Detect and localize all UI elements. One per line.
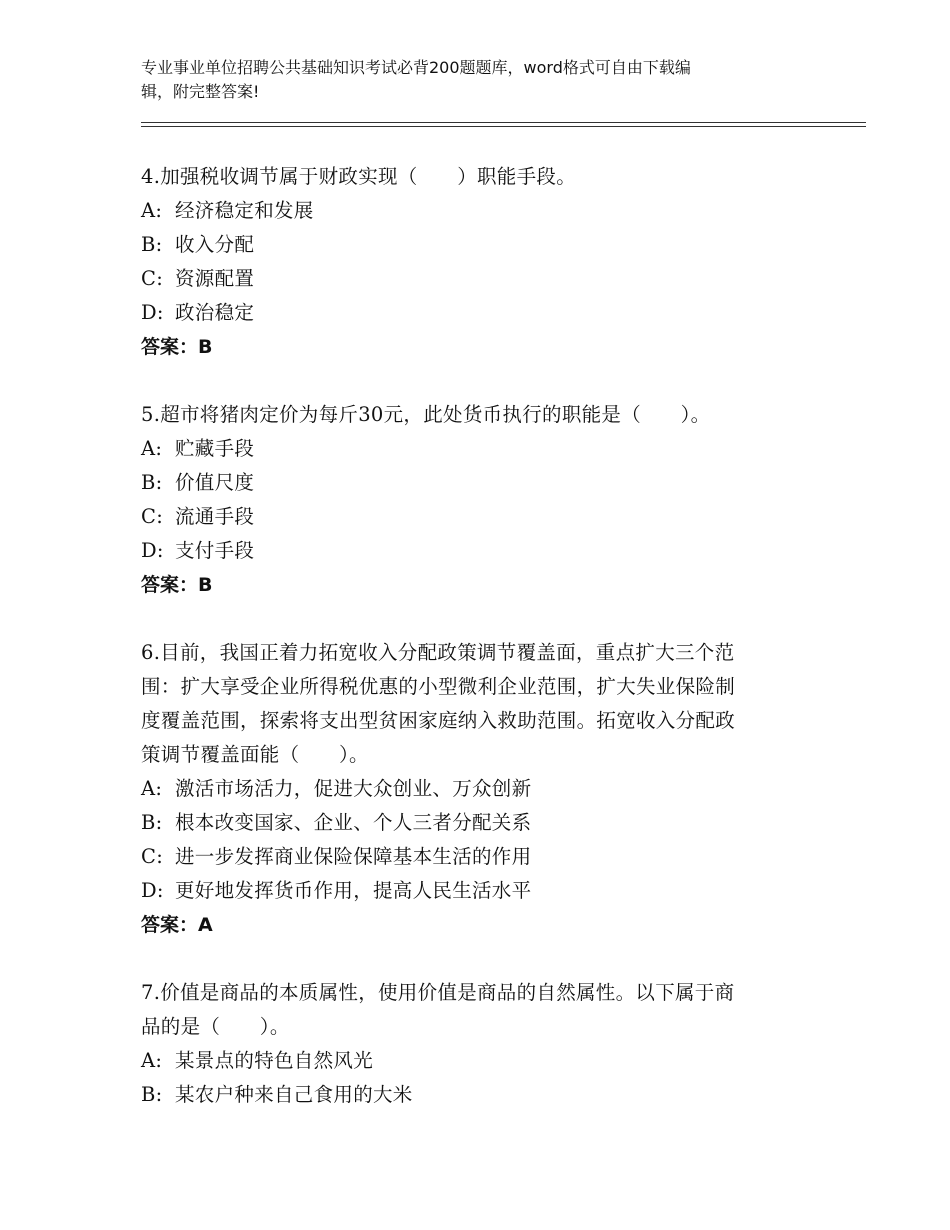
question-4: [141, 160, 801, 364]
option-d: [141, 534, 801, 568]
option-text: 贮藏手段: [175, 437, 255, 460]
question-text: 4.加强税收调节属于财政实现（ ）职能手段。: [141, 165, 577, 188]
option-letter: C:: [141, 845, 164, 868]
question-text-line: 策调节覆盖面能（ ）。: [141, 743, 369, 766]
option-letter: B:: [141, 233, 163, 256]
option-letter: D:: [141, 301, 164, 324]
question-list: [141, 160, 801, 1146]
option-letter: A:: [141, 199, 163, 222]
option-letter: D:: [141, 879, 164, 902]
question-text-line: 品的是（ ）。: [141, 1015, 290, 1038]
question-text: 5.超市将猪肉定价为每斤30元，此处货币执行的职能是（ ）。: [141, 403, 711, 426]
option-letter: A:: [141, 777, 163, 800]
option-letter: B:: [141, 811, 163, 834]
option-letter: B:: [141, 1083, 163, 1106]
option-a: [141, 432, 801, 466]
option-text: 进一步发挥商业保险保障基本生活的作用: [175, 845, 532, 868]
option-c: [141, 262, 801, 296]
option-c: [141, 500, 801, 534]
question-7: [141, 976, 801, 1112]
option-text: 某景点的特色自然风光: [175, 1049, 374, 1072]
option-text: 流通手段: [175, 505, 255, 528]
header-line-2: 辑，附完整答案!: [141, 82, 260, 101]
option-letter: B:: [141, 471, 163, 494]
option-letter: C:: [141, 267, 164, 290]
option-b: [141, 1078, 801, 1112]
option-a: [141, 772, 801, 806]
option-text: 某农户种来自己食用的大米: [175, 1083, 413, 1106]
option-a: [141, 1044, 801, 1078]
option-b: [141, 228, 801, 262]
option-text: 经济稳定和发展: [175, 199, 314, 222]
option-text: 资源配置: [175, 267, 255, 290]
question-5: [141, 398, 801, 602]
option-text: 收入分配: [175, 233, 255, 256]
option-letter: A:: [141, 1049, 163, 1072]
option-text: 政治稳定: [175, 301, 255, 324]
question-text-line: 围：扩大享受企业所得税优惠的小型微利企业范围，扩大失业保险制: [141, 675, 736, 698]
answer-label: 答案：B: [141, 574, 213, 596]
option-a: [141, 194, 801, 228]
question-text-line: 度覆盖范围，探索将支出型贫困家庭纳入救助范围。拓宽收入分配政: [141, 709, 736, 732]
option-text: 价值尺度: [175, 471, 255, 494]
option-text: 支付手段: [175, 539, 255, 562]
option-b: [141, 806, 801, 840]
option-text: 根本改变国家、企业、个人三者分配关系: [175, 811, 532, 834]
header-divider-top: [141, 122, 866, 123]
answer-label: 答案：A: [141, 914, 213, 936]
option-letter: A:: [141, 437, 163, 460]
question-text-line: 6.目前，我国正着力拓宽收入分配政策调节覆盖面，重点扩大三个范: [141, 641, 735, 664]
option-b: [141, 466, 801, 500]
answer-label: 答案：B: [141, 336, 213, 358]
question-6: [141, 636, 801, 942]
option-letter: C:: [141, 505, 164, 528]
option-letter: D:: [141, 539, 164, 562]
header-line-1: 专业事业单位招聘公共基础知识考试必背200题题库，word格式可自由下载编: [141, 58, 691, 77]
document-header: [141, 56, 781, 104]
option-c: [141, 840, 801, 874]
option-d: [141, 296, 801, 330]
option-text: 激活市场活力，促进大众创业、万众创新: [175, 777, 532, 800]
option-text: 更好地发挥货币作用，提高人民生活水平: [175, 879, 532, 902]
option-d: [141, 874, 801, 908]
question-text-line: 7.价值是商品的本质属性，使用价值是商品的自然属性。以下属于商: [141, 981, 735, 1004]
header-divider-bottom: [141, 126, 866, 127]
